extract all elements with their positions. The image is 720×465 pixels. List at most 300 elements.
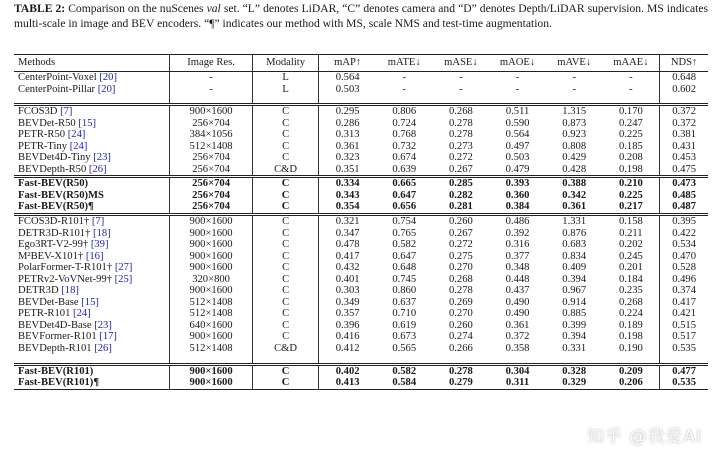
citation-link[interactable]: [18]	[61, 285, 79, 297]
modality-cell: C	[252, 262, 319, 274]
table-row	[14, 377, 708, 389]
metric-cell: 0.860	[392, 285, 417, 297]
metric-cell: 0.334	[319, 177, 376, 190]
metric-cell: 0.923	[562, 129, 587, 141]
metric-cell: 0.402	[319, 364, 376, 377]
method-name	[14, 201, 170, 214]
table-row	[14, 190, 708, 202]
header-nds: NDS↑	[660, 55, 708, 72]
table-row	[14, 129, 708, 141]
metric-cell: 0.515	[672, 319, 697, 331]
metric-cell: -	[459, 72, 463, 83]
modality-cell: C	[252, 239, 319, 251]
metric-cell: 0.170	[603, 105, 660, 118]
metric-cell: 0.235	[603, 285, 660, 297]
header-map: mAP↑	[319, 55, 376, 72]
metric-cell: 0.311	[489, 377, 546, 389]
image-res-cell: 900×1600	[170, 228, 252, 240]
metric-cell: 0.648	[672, 72, 697, 83]
metric-cell: 0.873	[562, 117, 587, 129]
metric-cell: 0.295	[319, 105, 376, 118]
metric-cell: 0.323	[335, 152, 360, 164]
group-gap	[14, 95, 708, 105]
caption-text-italic: val	[206, 2, 221, 15]
metric-cell: 0.503	[335, 83, 360, 95]
method-label: DETR3D-R101†	[18, 227, 91, 239]
table-body	[14, 72, 708, 390]
metric-cell: 0.185	[603, 141, 660, 153]
metric-cell: 0.428	[562, 163, 587, 175]
metric-cell: 0.535	[672, 343, 697, 355]
method-name	[14, 190, 170, 202]
citation-link[interactable]: [18]	[93, 227, 111, 239]
metric-cell: 0.351	[335, 163, 360, 175]
metric-cell: 0.485	[672, 189, 697, 201]
header-mase: mASE↓	[433, 55, 490, 72]
metric-cell: -	[515, 72, 520, 83]
metric-cell: -	[603, 72, 660, 84]
method-label: PolarFormer-T-R101†	[18, 262, 113, 274]
citation-link[interactable]: [20]	[99, 72, 117, 83]
metric-cell: 0.313	[335, 129, 360, 141]
image-res-cell: 900×1600	[170, 285, 252, 297]
metric-cell: 0.348	[505, 262, 530, 274]
metric-cell: 0.285	[433, 177, 490, 190]
citation-link[interactable]: [26]	[94, 343, 112, 355]
metric-cell: 0.217	[603, 201, 660, 214]
method-name	[14, 308, 170, 320]
header-maoe: mAOE↓	[489, 55, 546, 72]
metric-cell: 0.331	[562, 343, 587, 355]
metric-cell: 0.358	[505, 343, 530, 355]
metric-cell: 0.282	[448, 189, 473, 201]
header-image-res: Image Res.	[170, 55, 252, 72]
citation-link[interactable]: [16]	[85, 250, 104, 262]
metric-cell: 0.437	[505, 285, 530, 297]
metric-cell: 0.582	[376, 364, 433, 377]
metric-cell: 0.412	[335, 343, 360, 355]
image-res-cell: 900×1600	[170, 364, 252, 377]
metric-cell: 0.206	[603, 377, 660, 389]
header-modality: Modality	[252, 55, 319, 72]
method-name	[14, 274, 170, 286]
metric-cell: 0.665	[376, 177, 433, 190]
modality-cell: C	[252, 251, 319, 263]
metric-cell: 0.384	[505, 201, 530, 213]
metric-cell: 0.429	[562, 152, 587, 164]
metric-cell: 0.278	[433, 364, 490, 377]
method-name	[14, 320, 170, 332]
metric-cell: 1.315	[546, 105, 603, 118]
metric-cell: 0.267	[448, 163, 473, 175]
table-row	[14, 105, 708, 118]
metric-cell: 0.198	[603, 164, 660, 177]
table-row	[14, 262, 708, 274]
metric-cell: 0.673	[392, 331, 417, 343]
metric-cell: 0.266	[448, 343, 473, 355]
metric-cell: 0.473	[660, 177, 708, 190]
metric-cell: 0.394	[562, 331, 587, 343]
metric-cell: 0.225	[603, 129, 660, 141]
method-label: BEVDet4D-Tiny	[18, 152, 91, 164]
metric-cell: 0.422	[672, 227, 697, 239]
metric-cell: 0.885	[562, 308, 587, 320]
metric-cell: 0.158	[603, 215, 660, 228]
modality-cell: C	[252, 129, 319, 141]
method-label: BEVDet-Base	[18, 296, 79, 308]
metric-cell: 0.534	[672, 239, 697, 251]
citation-link[interactable]: [7]	[60, 106, 73, 118]
image-res-cell: 640×1600	[170, 320, 252, 332]
method-name	[14, 164, 170, 177]
metric-cell: 0.268	[448, 273, 473, 285]
metric-cell: 0.321	[319, 215, 376, 228]
metric-cell: 0.511	[489, 105, 546, 118]
metric-cell: 0.745	[392, 273, 417, 285]
metric-cell: 0.619	[392, 319, 417, 331]
method-label: BEVDet4D-Base	[18, 319, 92, 331]
metric-cell: 0.225	[603, 190, 660, 202]
metric-cell: -	[459, 83, 463, 95]
metric-cell: 0.497	[505, 140, 530, 152]
image-res-cell: 256×704	[170, 118, 252, 130]
table-header-row	[14, 55, 708, 72]
image-res-cell: -	[170, 72, 252, 84]
modality-cell: C	[252, 331, 319, 343]
metric-cell: 0.564	[335, 72, 360, 83]
image-res-cell: 320×800	[170, 274, 252, 286]
metric-cell: 0.208	[603, 152, 660, 164]
metric-cell: 0.274	[448, 331, 473, 343]
modality-cell: C	[252, 190, 319, 202]
header-methods: Methods	[14, 55, 170, 72]
method-name	[14, 152, 170, 164]
method-label: CenterPoint-Voxel	[18, 72, 97, 83]
metric-cell: 0.211	[603, 228, 660, 240]
metric-cell: 0.272	[448, 152, 473, 164]
method-name	[14, 72, 170, 84]
modality-cell: C&D	[252, 164, 319, 177]
metric-cell: 0.674	[392, 152, 417, 164]
table-row	[14, 343, 708, 355]
metric-cell: 0.372	[672, 117, 697, 129]
method-name	[14, 262, 170, 274]
modality-cell: C	[252, 285, 319, 297]
image-res-cell: 900×1600	[170, 377, 252, 389]
method-name	[14, 285, 170, 297]
metric-cell: 0.269	[448, 296, 473, 308]
table-row	[14, 164, 708, 177]
image-res-cell: 512×1408	[170, 297, 252, 309]
method-name	[14, 239, 170, 251]
method-label: BEVDepth-R50	[18, 163, 87, 175]
method-label: FCOS3D	[18, 106, 58, 118]
metric-cell: 0.381	[672, 129, 697, 141]
metric-cell: 0.268	[603, 297, 660, 309]
metric-cell: 0.564	[505, 129, 530, 141]
metric-cell: 0.270	[448, 262, 473, 274]
metric-cell: -	[515, 83, 520, 95]
citation-link[interactable]: [26]	[88, 163, 107, 175]
method-label: BEVDet-R50	[18, 117, 76, 129]
method-label: Fast-BEV(R101)¶	[18, 377, 100, 389]
modality-cell: C	[252, 364, 319, 377]
metric-cell: 0.184	[603, 274, 660, 286]
header-maae: mAAE↓	[603, 55, 660, 72]
metric-cell: 0.395	[660, 215, 708, 228]
table-row	[14, 84, 708, 96]
metric-cell: 0.347	[335, 227, 360, 239]
method-name	[14, 297, 170, 309]
metric-cell: 0.683	[562, 239, 587, 251]
image-res-cell: 512×1408	[170, 141, 252, 153]
metric-cell: 0.477	[660, 364, 708, 377]
metric-cell: 0.247	[603, 118, 660, 130]
table-row	[14, 239, 708, 251]
metric-cell: 0.479	[505, 163, 530, 175]
image-res-cell: 900×1600	[170, 331, 252, 343]
metric-cell: 0.732	[392, 140, 417, 152]
metric-cell: 0.372	[505, 331, 530, 343]
table-row	[14, 201, 708, 214]
metric-cell: 0.535	[660, 377, 708, 389]
modality-cell: C	[252, 274, 319, 286]
citation-link[interactable]: [15]	[81, 296, 99, 308]
metric-cell: 0.637	[392, 296, 417, 308]
metric-cell: 0.416	[335, 331, 360, 343]
metric-cell: 0.724	[392, 117, 417, 129]
metric-cell: 0.278	[448, 285, 473, 297]
metric-cell: 0.417	[672, 296, 697, 308]
metric-cell: 0.361	[505, 319, 530, 331]
image-res-cell: 900×1600	[170, 251, 252, 263]
table-caption	[14, 2, 708, 31]
metric-cell: 0.268	[433, 105, 490, 118]
metric-cell: 0.260	[448, 319, 473, 331]
metric-cell: 0.486	[489, 215, 546, 228]
citation-link[interactable]: [23]	[94, 319, 112, 331]
method-name	[14, 105, 170, 118]
metric-cell: 0.584	[376, 377, 433, 389]
metric-cell: 0.565	[392, 343, 417, 355]
modality-cell: C&D	[252, 343, 319, 355]
citation-link[interactable]: [39]	[90, 239, 109, 251]
citation-link[interactable]: [24]	[69, 140, 88, 152]
metric-cell: 0.279	[433, 377, 490, 389]
metric-cell: 0.768	[392, 129, 417, 141]
metric-cell: 0.448	[505, 273, 530, 285]
metric-cell: 0.260	[433, 215, 490, 228]
citation-link[interactable]: [25]	[114, 273, 133, 285]
metric-cell: 0.490	[505, 296, 530, 308]
modality-cell: C	[252, 141, 319, 153]
method-label: DETR3D	[18, 285, 59, 297]
metric-cell: 0.517	[672, 331, 697, 343]
metric-cell: 0.275	[448, 250, 473, 262]
metric-cell: 0.582	[392, 239, 417, 251]
metric-cell: 0.278	[448, 117, 473, 129]
modality-cell: C	[252, 152, 319, 164]
metric-cell: 0.590	[505, 117, 530, 129]
table-row	[14, 274, 708, 286]
image-res-cell: 900×1600	[170, 105, 252, 118]
metric-cell: 0.413	[319, 377, 376, 389]
metric-cell: 0.431	[672, 140, 697, 152]
metric-cell: 0.388	[546, 177, 603, 190]
method-name	[14, 84, 170, 96]
modality-cell: C	[252, 215, 319, 228]
image-res-cell: -	[170, 84, 252, 96]
modality-cell: C	[252, 118, 319, 130]
metric-cell: 0.399	[562, 319, 587, 331]
image-res-cell: 900×1600	[170, 239, 252, 251]
method-label: PETRv2-VoVNet-99†	[18, 273, 112, 285]
metric-cell: 0.754	[376, 215, 433, 228]
metric-cell: 0.245	[603, 251, 660, 263]
metric-cell: 0.396	[335, 319, 360, 331]
metric-cell: 0.189	[603, 320, 660, 332]
metric-cell: 0.316	[505, 239, 530, 251]
metric-cell: 0.710	[392, 308, 417, 320]
modality-cell: C	[252, 308, 319, 320]
citation-link[interactable]: [24]	[73, 308, 91, 320]
metric-cell: 0.647	[392, 189, 417, 201]
metric-cell: -	[603, 84, 660, 96]
image-res-cell: 512×1408	[170, 308, 252, 320]
citation-link[interactable]: [15]	[78, 117, 96, 129]
method-name	[14, 215, 170, 228]
metric-cell: 0.209	[603, 364, 660, 377]
metric-cell: 0.394	[562, 273, 587, 285]
table-row	[14, 118, 708, 130]
metric-cell: 0.470	[672, 250, 697, 262]
method-label: PETR-R50	[18, 129, 66, 141]
metric-cell: 0.267	[448, 227, 473, 239]
table-row	[14, 228, 708, 240]
metric-cell: 0.656	[392, 201, 417, 213]
metric-cell: 0.421	[672, 308, 697, 320]
citation-link[interactable]: [7]	[91, 216, 105, 228]
metric-cell: 0.272	[448, 239, 473, 251]
method-label: Fast-BEV(R50)MS	[18, 189, 104, 201]
method-label: Fast-BEV(R101)	[18, 365, 94, 377]
metric-cell: 0.876	[562, 227, 587, 239]
metric-cell: 0.528	[672, 262, 697, 274]
metric-cell: 0.806	[376, 105, 433, 118]
metric-cell: 0.278	[448, 129, 473, 141]
image-res-cell: 256×704	[170, 177, 252, 190]
image-res-cell: 512×1408	[170, 343, 252, 355]
modality-cell: C	[252, 320, 319, 332]
citation-link[interactable]: [17]	[99, 331, 117, 343]
table-row	[14, 331, 708, 343]
modality-cell: C	[252, 201, 319, 214]
metric-cell: 0.475	[672, 163, 697, 175]
method-name	[14, 343, 170, 355]
metric-cell: 0.490	[505, 308, 530, 320]
metric-cell: 0.286	[335, 117, 360, 129]
table-row	[14, 141, 708, 153]
metric-cell: 0.808	[562, 140, 587, 152]
citation-link[interactable]: [27]	[114, 262, 133, 274]
metric-cell: 0.202	[603, 239, 660, 251]
metric-cell: 0.224	[603, 308, 660, 320]
metric-cell: 0.304	[489, 364, 546, 377]
method-name	[14, 331, 170, 343]
table-row	[14, 297, 708, 309]
metric-cell: 0.329	[546, 377, 603, 389]
method-label: PETR-Tiny	[18, 140, 68, 152]
metric-cell: 0.210	[603, 177, 660, 190]
metric-cell: -	[402, 72, 406, 83]
metric-cell: 0.361	[335, 140, 360, 152]
method-name	[14, 177, 170, 190]
metric-cell: 0.281	[448, 201, 473, 213]
citation-link[interactable]: [20]	[97, 83, 116, 95]
metric-cell: 0.967	[562, 285, 587, 297]
method-name	[14, 364, 170, 377]
citation-link[interactable]: [23]	[93, 152, 111, 164]
metric-cell: 0.273	[448, 140, 473, 152]
method-name	[14, 377, 170, 389]
metric-cell: -	[572, 72, 576, 83]
metric-cell: 0.453	[672, 152, 697, 164]
metric-cell: 0.342	[562, 189, 587, 201]
table-row	[14, 177, 708, 190]
method-name	[14, 118, 170, 130]
metric-cell: 0.409	[562, 262, 587, 274]
modality-cell: L	[252, 84, 319, 96]
metric-cell: 0.639	[392, 163, 417, 175]
modality-cell: C	[252, 177, 319, 190]
citation-link[interactable]: [24]	[67, 129, 86, 141]
comparison-table	[14, 54, 708, 390]
image-res-cell: 256×704	[170, 190, 252, 202]
table-row	[14, 308, 708, 320]
method-label: BEVDepth-R101	[18, 343, 92, 355]
metric-cell: 0.765	[392, 227, 417, 239]
metric-cell: 0.377	[505, 250, 530, 262]
metric-cell: 0.914	[562, 296, 587, 308]
metric-cell: 0.487	[672, 201, 697, 213]
metric-cell: 0.401	[335, 273, 360, 285]
modality-cell: L	[252, 72, 319, 84]
metric-cell: 0.357	[335, 308, 360, 320]
table-row	[14, 72, 708, 84]
metric-cell: 0.201	[603, 262, 660, 274]
metric-cell: 0.647	[392, 250, 417, 262]
table-row	[14, 285, 708, 297]
metric-cell: 0.303	[335, 285, 360, 297]
modality-cell: C	[252, 297, 319, 309]
image-res-cell: 384×1056	[170, 129, 252, 141]
table-row	[14, 215, 708, 228]
metric-cell: 0.360	[505, 189, 530, 201]
header-mate: mATE↓	[376, 55, 433, 72]
method-label: Ego3RT-V2-99†	[18, 239, 89, 251]
method-label: FCOS3D-R101†	[18, 216, 90, 228]
image-res-cell: 256×704	[170, 152, 252, 164]
image-res-cell: 256×704	[170, 201, 252, 214]
method-label: Fast-BEV(R50)	[18, 178, 89, 190]
method-name	[14, 251, 170, 263]
caption-label: TABLE 2:	[14, 2, 66, 15]
method-label: Fast-BEV(R50)¶	[18, 201, 94, 213]
metric-cell: 1.331	[546, 215, 603, 228]
metric-cell: 0.372	[660, 105, 708, 118]
metric-cell: 0.349	[335, 296, 360, 308]
metric-cell: 0.478	[335, 239, 360, 251]
